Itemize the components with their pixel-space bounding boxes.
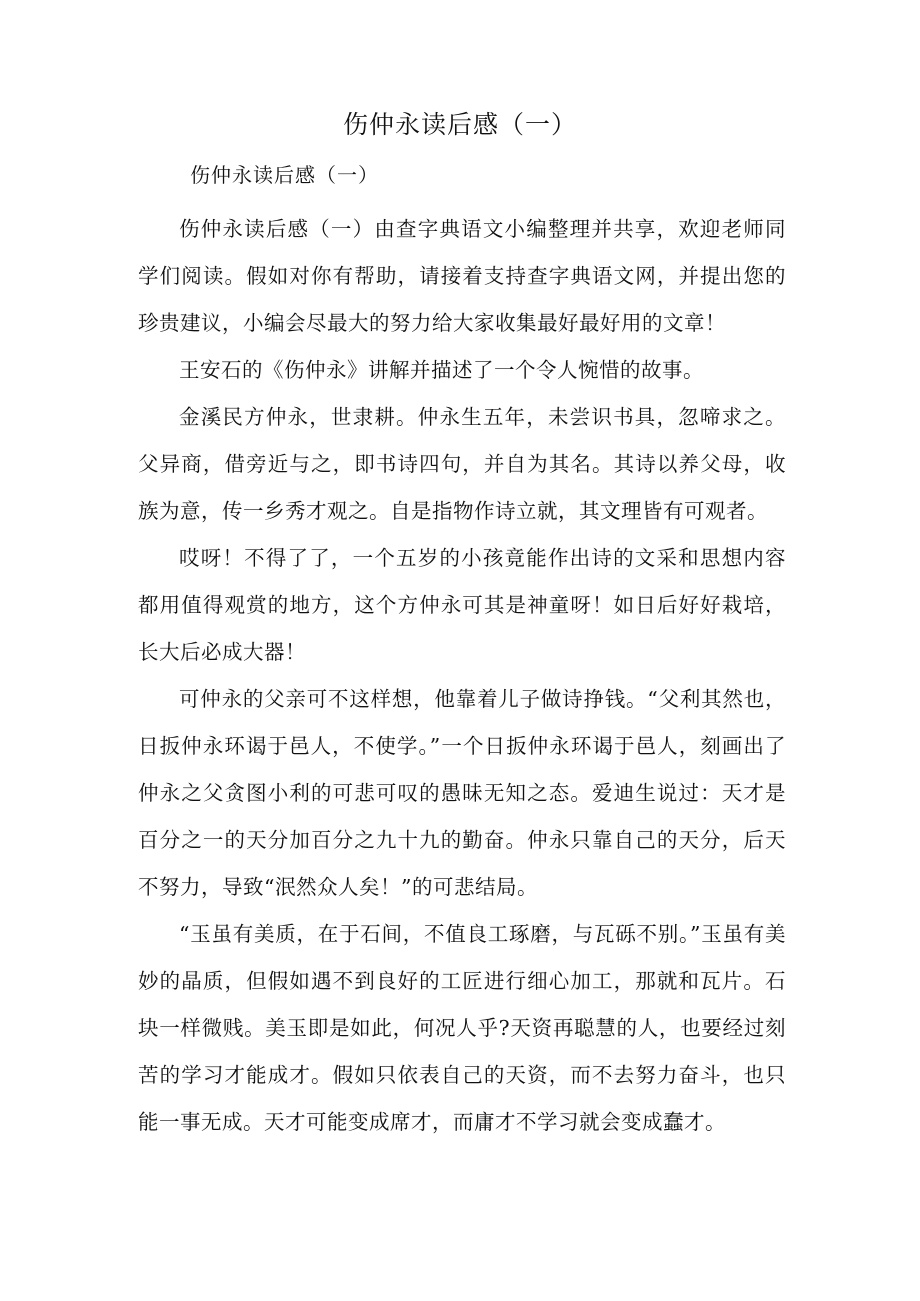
paragraph-exclamation: 哎呀！不得了了，一个五岁的小孩竟能作出诗的文采和思想内容都用值得观赏的地方，这个方仲永可其是神童呀！如日后好好栽培，长大后必成大器！ xyxy=(138,546,786,664)
paragraph-father: 可仲永的父亲可不这样想，他靠着儿子做诗挣钱。“父利其然也，日扳仲永环谒于邑人，不使学。”一个日扳仲永环谒于邑人，刻画出了仲永之父贪图小利的可悲可叹的愚昧无知之态。爱迪生说过：天才是百分之一的天分加百分之九十九的勤奋。仲永只靠自己的天分，后天不努力，导致“泯然众人矣！”的可悲结局。 xyxy=(138,687,786,899)
paragraph-summary: 王安石的《伤仲永》讲解并描述了一个令人惋惜的故事。 xyxy=(179,358,704,382)
document-title: 伤仲永读后感（一） xyxy=(342,110,577,139)
paragraph-jade: “玉虽有美质，在于石间，不值良工琢磨，与瓦砾不别。”玉虽有美妙的晶质，但假如遇不到良好的工匠进行细心加工，那就和瓦片。石块一样微贱。美玉即是如此，何况人乎?天资再聪慧的人，也要经过刻苦的学习才能成才。假如只依表自己的天资，而不去努力奋斗，也只能一事无成。天才可能变成席才，而庸才不学习就会变成蠢才。 xyxy=(138,922,786,1134)
document-body xyxy=(138,206,786,1146)
document-subtitle: 伤仲永读后感（一） xyxy=(190,163,379,187)
paragraph-quote-original: 金溪民方仲永，世隶耕。仲永生五年，未尝识书具，忽啼求之。父异商，借旁近与之，即书诗四句，并自为其名。其诗以养父母，收族为意，传一乡秀才观之。自是指物作诗立就，其文理皆有可观者。 xyxy=(138,405,786,523)
paragraph-intro: 伤仲永读后感（一）由查字典语文小编整理并共享，欢迎老师同学们阅读。假如对你有帮助，请接着支持查字典语文网，并提出您的珍贵建议，小编会尽最大的努力给大家收集最好最好用的文章！ xyxy=(138,217,786,335)
